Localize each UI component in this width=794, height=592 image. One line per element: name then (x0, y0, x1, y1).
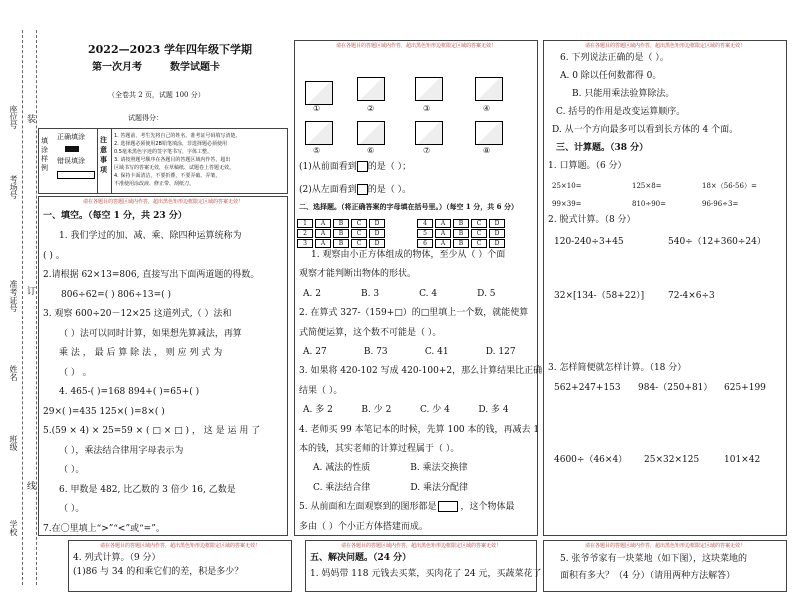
question-line: (1)86 与 34 的和乘它们的差，积是多少？ (73, 567, 244, 577)
sub-title-simplify: 3. 怎样简便就怎样计算。（18 分） (548, 363, 687, 373)
question-line: 乘 法 ， 最 后 算 除 法 ， 则 应 列 式 为 (59, 348, 223, 358)
warning-text: 请在各题目的答题区域内作答，超出黑色矩形边框限定区域的答案无效！ (335, 43, 496, 49)
square-icon (357, 184, 368, 195)
notice-line: 区域书写的答案无效，在草稿纸、试题卷上答题无效。 (114, 165, 235, 171)
cube-figure-4 (475, 77, 503, 101)
cube-figure-8 (475, 121, 503, 145)
section-title-calc: 三、计算题。（38 分） (556, 143, 649, 153)
fill-instructions-box (38, 128, 288, 194)
margin-label-class: 班级 (9, 435, 18, 451)
question-line: 5.(59 × 4) × 25=59 × ( □ × □ ) ， 这 是 运 用 了 (43, 426, 261, 436)
question-line: 1. 妈妈带 118 元钱去买菜，买肉花了 24 元，买蔬菜花了 (310, 569, 542, 579)
score-label: 试题得分： (128, 114, 163, 122)
answer-box-equation[interactable] (68, 540, 292, 592)
view-label: ⑤ (313, 146, 321, 155)
warning-text: 请在各题目的答题区域内作答，超出黑色矩形边框限定区域的答案无效！ (99, 543, 260, 549)
simplify-item: 101×42 (724, 455, 761, 465)
cube-figure-1 (305, 81, 333, 105)
question-line: （ ）法可以同时计算，如果想先算减法，再算 (59, 328, 242, 339)
question-line: 29×( )=435 125×( )=8×( ) (43, 406, 165, 417)
question-line: A. 27 B. 73 C. 41 D. 127 (303, 347, 516, 358)
option-a: A. 0 除以任何数都得 0。 (560, 71, 662, 81)
rectangle-icon (438, 501, 458, 512)
view-label: ④ (483, 104, 491, 113)
bubble-row[interactable]: 5 A B C D (417, 229, 507, 239)
warning-text: 请在各题目的答题区域内作答，超出黑色矩形边框限定区域的答案无效！ (584, 43, 745, 49)
question-line: （ ）。 (59, 504, 85, 514)
question-line: ( ) 。 (43, 250, 65, 261)
square-icon (357, 161, 368, 172)
question-line: 7.在〇里填上“>”“<”或“=”。 (43, 523, 165, 534)
option-d: D. 从一个方向最多可以看到长方体的 4 个面。 (552, 125, 739, 135)
question-line: 3. 如果将 420-102 写成 420-100+2，那么计算结果比正确 (299, 366, 543, 377)
simplify-item: 562+247+153 (554, 383, 621, 393)
cut-line (22, 30, 23, 585)
answer-box-choice[interactable] (294, 40, 543, 536)
option-c: C. 括号的作用是改变运算顺序。 (556, 107, 686, 117)
bubble-row[interactable]: 3 A B C D (297, 239, 387, 249)
exam-name: 第一次月考 (92, 62, 142, 73)
question-line: 多由（ ）个小正方体搭建而成。 (299, 521, 428, 532)
notice-line: 0.5毫米黑色字迹的签字笔书写，字体工整。 (114, 149, 212, 155)
bubble-row[interactable]: 6 A B C D (417, 239, 507, 249)
oral-item: 810÷90= (632, 200, 666, 208)
question-line: 1. 我们学过的加、减、乘、除四种运算统称为 (59, 231, 242, 241)
notice-line: 1. 答题前，考生先将自己的姓名、准考证号码填写清楚。 (114, 133, 241, 139)
question-line: （ ），乘法结合律用字母表示为 (59, 445, 184, 456)
wrong-fill-label: 错误填涂 (57, 157, 85, 165)
margin-label-seat: 座位号 (9, 105, 18, 129)
question-line: 3. 观察 600÷20－12×25 这道列式,（ ）法和 (43, 309, 232, 319)
sub-title-oral: 1. 口算题。（6 分） (548, 161, 627, 171)
oral-item: 25×10= (552, 182, 582, 190)
question-line: 结果（ ）。 (299, 385, 343, 396)
notice-list (114, 132, 240, 188)
cut-mark: 订 (27, 287, 37, 297)
question-line: 本的钱，其实老师的计算过程属于（ ）。 (299, 444, 460, 455)
oral-item: 18×（56-56）= (702, 182, 757, 190)
margin-label-school: 学校 (9, 520, 18, 536)
cube-figure-6 (357, 121, 385, 145)
question-line: （ ）。 (59, 465, 85, 475)
question-line: 5. 张爷爷家有一块菜地（如下图），这块菜地的 (560, 554, 747, 564)
cube-figure-5 (305, 121, 333, 145)
notice-line: 不准使用涂改液、修正带、刮纸刀。 (114, 181, 195, 187)
fill-side-label: 填涂样例 (41, 137, 48, 172)
cube-figure-3 (415, 77, 443, 101)
notice-title: 注意事项 (100, 135, 107, 174)
question-line: 4. 465-( )=168 894+( )=65+( ) (59, 387, 200, 397)
question-line: （ ） 。 (59, 367, 92, 378)
view-label: ③ (423, 104, 431, 113)
cube-figure-7 (415, 121, 443, 145)
bubble-grid[interactable] (297, 219, 387, 249)
oral-item: 99×39= (552, 200, 582, 208)
step-item: 32×[134-（58+22）] (554, 291, 645, 301)
choice-questions (299, 246, 542, 537)
wrong-fill-sample (57, 171, 95, 179)
bubble-row[interactable]: 4 A B C D (417, 219, 507, 229)
question-line: 观察才能判断出物体的形状。 (299, 269, 417, 280)
view-label: ⑥ (367, 146, 375, 155)
question-line: (1)从前面看到 的是（ ）； (299, 162, 412, 172)
step-item: 540÷（12+360÷24） (668, 237, 766, 247)
question-line: A. 减法的性质 B. 乘法交换律 (313, 463, 468, 474)
oral-item: 125×8= (632, 182, 662, 190)
option-b: B. 只能用乘法验算除法。 (572, 89, 675, 99)
view-label: ① (313, 104, 321, 113)
step-item: 120-240÷3+45 (554, 237, 624, 247)
notice-line: 3. 请按照题号顺序在各题目的答题区域内作答，超出 (114, 157, 231, 163)
question-line: C. 乘法结合律 D. 乘法分配律 (313, 482, 468, 493)
question-line: 5. 从前面和左面观察到的图形都是 ，这个物体最 (299, 502, 515, 513)
view-label: ⑦ (423, 146, 431, 155)
margin-label-ticket: 准考证号 (9, 280, 18, 312)
question-line: 6. 甲数是 482, 比乙数的 3 倍少 16, 乙数是 (59, 484, 236, 495)
warning-text: 请在各题目的答题区域内作答，超出黑色矩形边框限定区域的答案无效！ (340, 543, 501, 549)
bubble-grid-2[interactable] (417, 219, 507, 249)
answer-box-fill-blank[interactable] (38, 196, 288, 536)
question-line: 1. 观察由小正方体组成的物体，至少从（ ）个面 (311, 250, 506, 260)
warning-text: 请在各题目的答题区域内作答，超出黑色矩形边框限定区域的答案无效！ (82, 199, 243, 205)
margin-label-room: 考场号 (9, 175, 18, 199)
page-note: （全卷共 2 页，试题 100 分） (108, 91, 205, 99)
cut-line-outer (36, 30, 37, 585)
exam-subject: 数学试题卡 (170, 62, 220, 73)
bubble-row[interactable]: 2 A B C D (297, 229, 387, 239)
oral-item: 96-96÷3= (702, 200, 739, 208)
answer-box-word-problem[interactable] (305, 540, 542, 592)
question-line: 面积有多大？（4 分）（请用两种方法解答） (560, 571, 736, 581)
warning-text: 请在各题目的答题区域内作答，超出黑色矩形边框限定区域的答案无效！ (584, 543, 745, 549)
simplify-item: 4600÷（46×4） (554, 455, 628, 465)
question-line: 式简便运算，这个数不可能是（ ）。 (299, 327, 442, 338)
bubble-row[interactable]: 1 A B C D (297, 219, 387, 229)
view-label: ⑧ (483, 146, 491, 155)
answer-box-calc[interactable] (543, 40, 787, 536)
question-line: A. 多 2 B. 少 2 C. 少 4 D. 多 4 (303, 405, 509, 416)
correct-fill-label: 正确填涂 (57, 133, 85, 141)
view-label: ② (367, 104, 375, 113)
question-line: 6. 下列说法正确的是（ ）。 (560, 53, 669, 63)
section-title-choice: 二、选择题。（将正确答案的字母填在括号里。）（每空 1 分，共 6 分） (299, 202, 518, 211)
simplify-item: 625+199 (724, 383, 766, 393)
fill-questions (43, 227, 283, 539)
correct-fill-sample (65, 146, 79, 152)
section-title-equation: 4. 列式计算。（9 分） (73, 553, 161, 563)
question-line: 806÷62=( ) 806÷13=( ) (61, 289, 172, 300)
question-line: 2.请根据 62×13=806, 直接写出下面两道题的得数。 (43, 270, 260, 280)
question-line: A. 2 B. 3 C. 4 D. 5 (303, 288, 496, 299)
margin-label-name: 姓名 (9, 365, 18, 381)
cut-mark: 装 (27, 115, 37, 125)
notice-line: 4. 保持卡面清洁，不要折叠，不要弄破、弄皱， (114, 173, 221, 179)
section-title-fill: 一、填空。（每空 1 分，共 23 分） (43, 211, 187, 221)
simplify-item: 984-（250+81） (638, 383, 713, 393)
notice-line: 2. 选择题必须使用2B铅笔填涂，非选择题必须使用 (114, 141, 227, 147)
question-line: 4. 老师买 99 本笔记本的时候，先算 100 本的钱，再减去 1 (299, 424, 540, 435)
cube-figure-2 (357, 77, 385, 101)
simplify-item: 25×32×125 (644, 455, 700, 465)
section-title-word: 五、解决问题。（24 分） (310, 553, 412, 563)
question-line: 2. 在算式 327-（159+□）的□里填上一个数，就能使算 (299, 308, 529, 319)
sub-title-step: 2. 脱式计算。（8 分） (548, 215, 636, 225)
page-title: 2022—2023 学年四年级下学期 (88, 43, 253, 56)
answer-box-garden[interactable] (543, 540, 787, 592)
cut-mark: 线 (27, 482, 37, 492)
step-item: 72-4×6÷3 (668, 291, 715, 301)
question-line: (2)从左面看到 的是（ ）。 (299, 185, 412, 195)
